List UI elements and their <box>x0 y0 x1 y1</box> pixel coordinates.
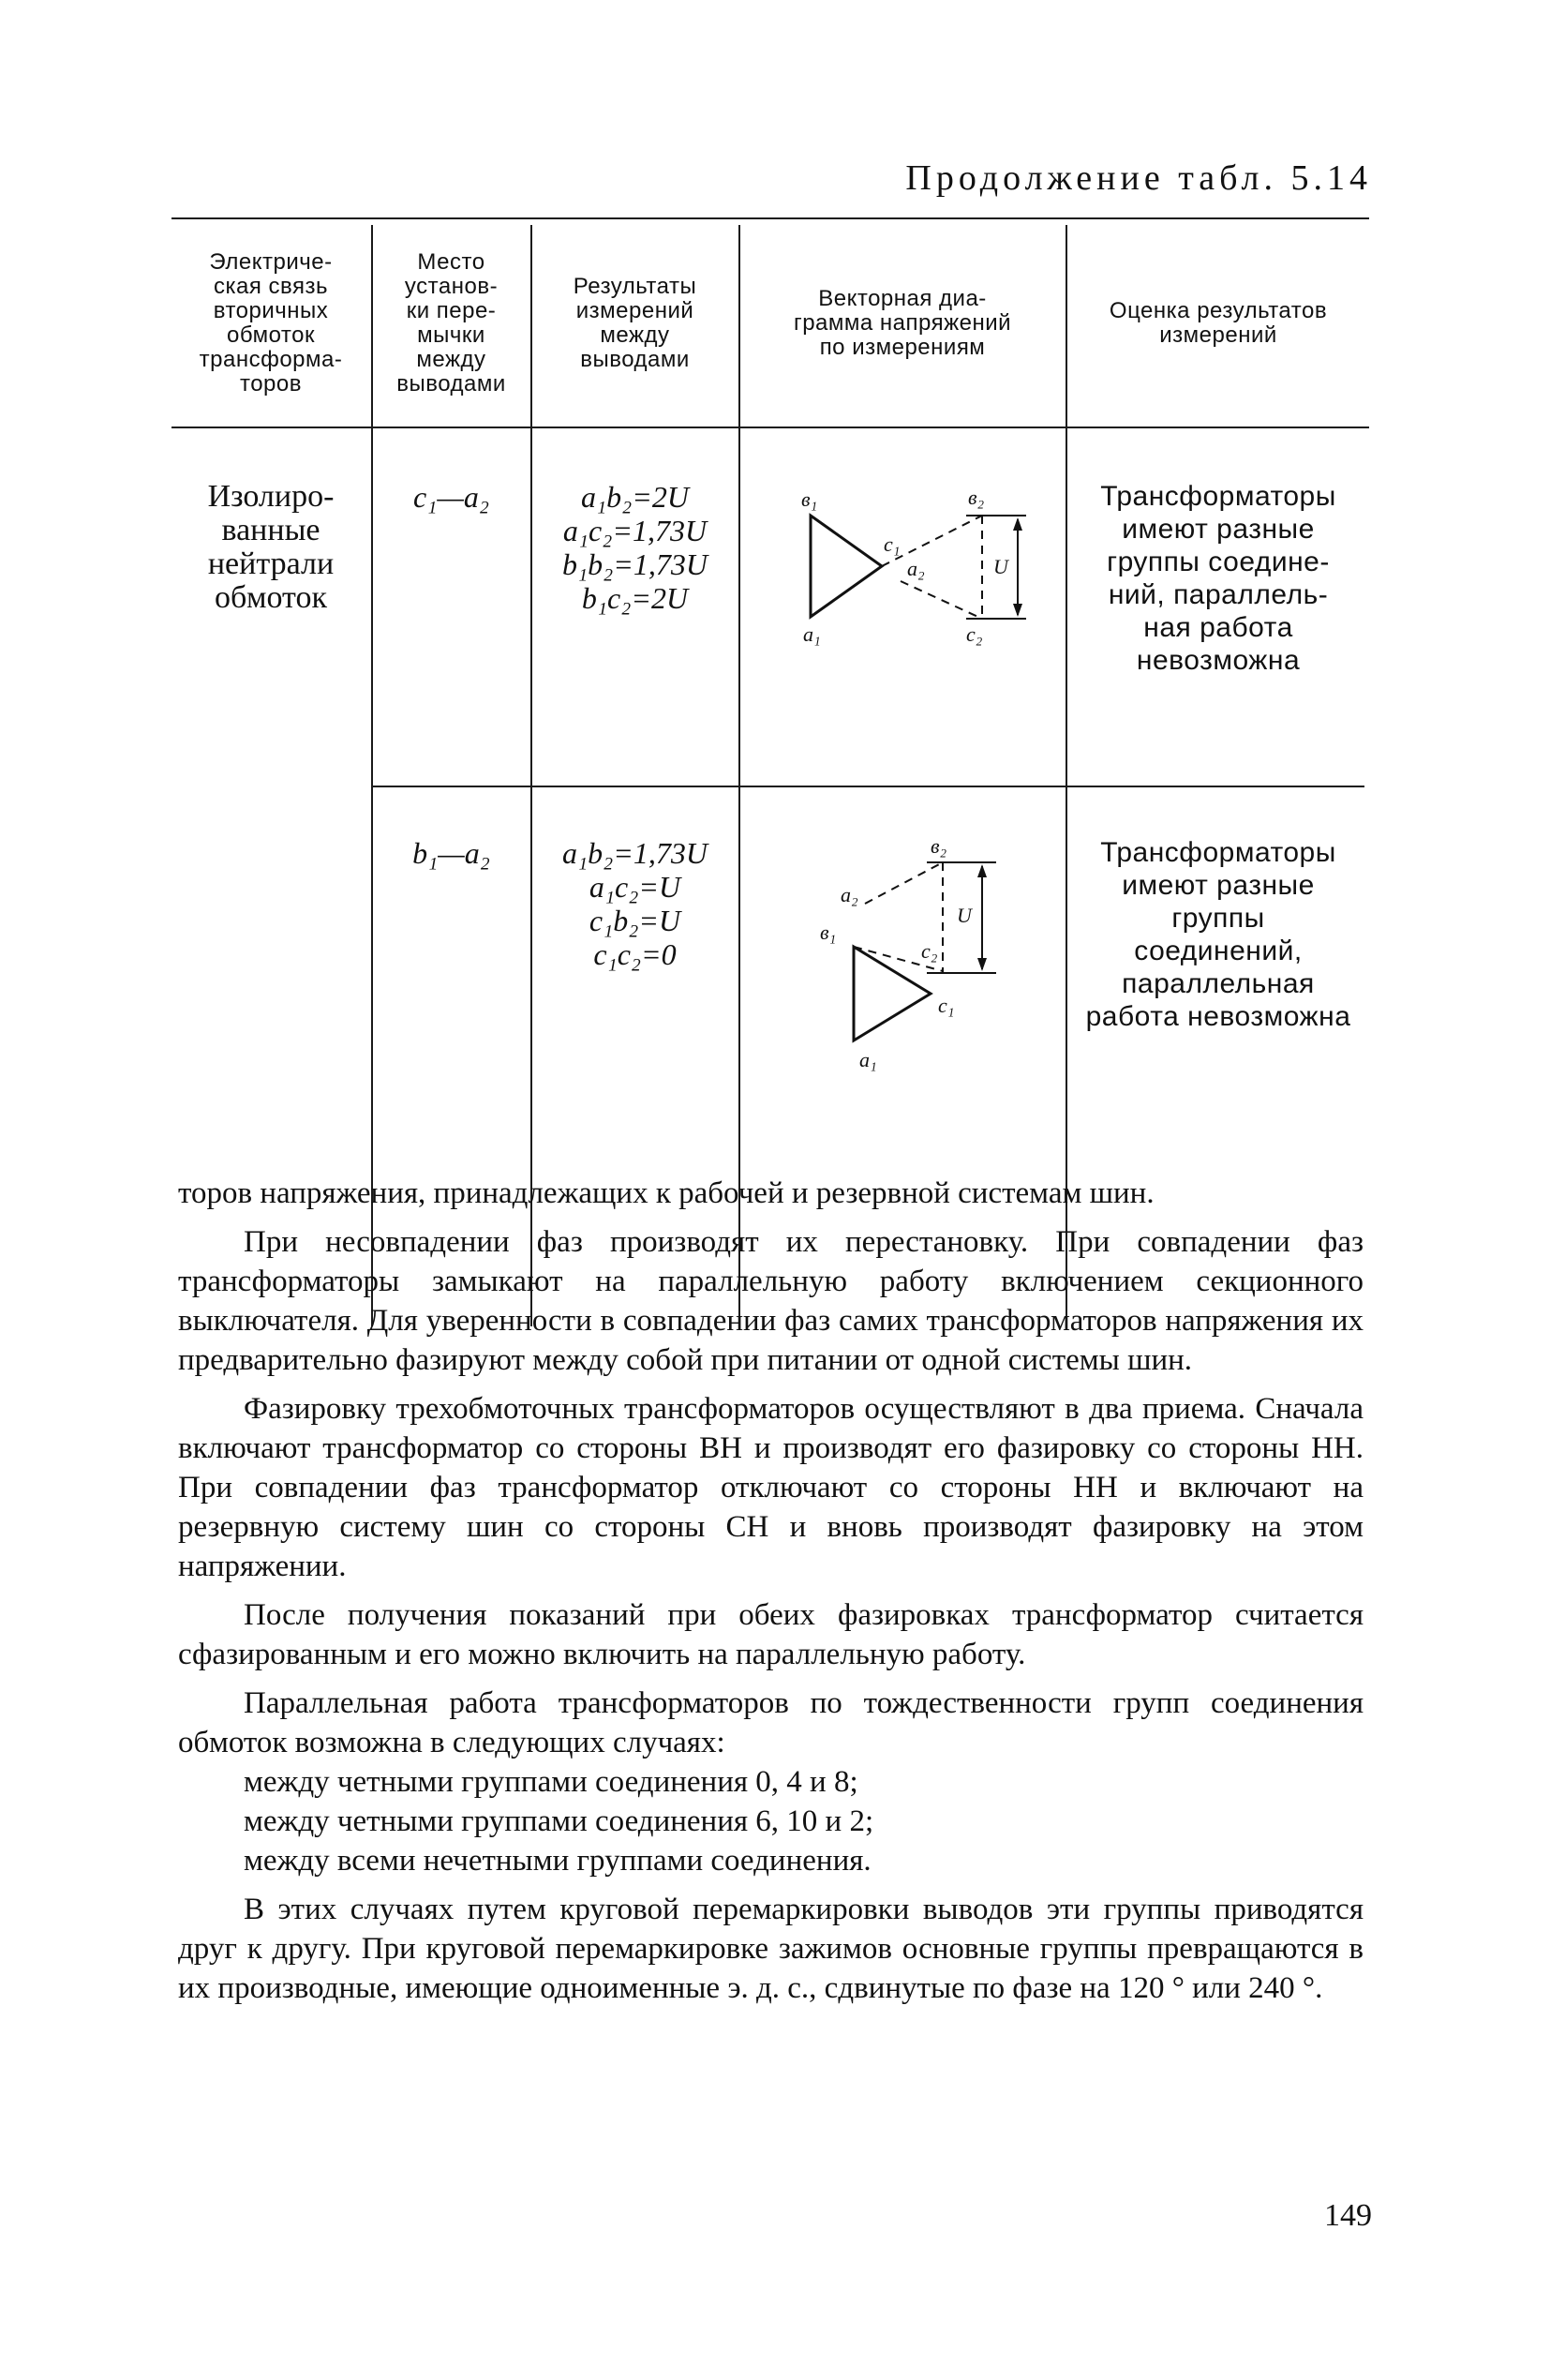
row1-label-a1: a₁ <box>803 622 821 646</box>
row2-label-a1: a₁ <box>859 1048 877 1071</box>
row1-jumper: c₁—a₂ <box>413 480 489 514</box>
list-item: между всеми нечетными группами соединения. <box>244 1844 872 1878</box>
row2-measurements: a₁b₂=1,73U a₁c₂=U c₁b₂=U c₁c₂=0 <box>562 836 708 971</box>
header-vector-diagram: Векторная диа- грамма напряжений по измерениям <box>793 286 1012 360</box>
row2-label-b1: в₁ <box>820 921 837 944</box>
row1-primary-triangle <box>811 516 882 617</box>
table-col-rule-4 <box>1066 225 1067 1326</box>
row1-dashed-a2c2 <box>901 581 982 619</box>
row2-primary-triangle <box>854 947 931 1040</box>
paragraph: После получения показаний при обеих фазировках трансформатор считается сфазированным и его можно включить на параллельную работу. <box>178 1598 1364 1671</box>
row2-arrowhead-top <box>977 864 987 877</box>
paragraph: Фазировку трехобмоточных трансформаторов осуществляют в два приема. Сначала включают трансформатор со стороны ВН и производят его фазировку со стороны НН. При совпадении фаз трансформатор отключают со стороны НН и включают на резервную систему шин со стороны СН и вновь производят фазировку на этом напряжении. <box>178 1392 1364 1583</box>
row2-label-c1: c₁ <box>938 994 955 1017</box>
header-assessment: Оценка результатов измерений <box>1109 298 1328 348</box>
body-text <box>178 1174 1364 2008</box>
table-caption: Продолжение табл. 5.14 <box>905 158 1372 198</box>
row2-label-b2: в₂ <box>931 834 947 858</box>
row1-label-b1: в₁ <box>801 487 818 511</box>
row1-measurements: a₁b₂=2U a₁c₂=1,73U b₁b₂=1,73U b₁c₂=2U <box>562 480 708 615</box>
row1-arrowhead-top <box>1013 517 1022 531</box>
table-top-rule <box>171 217 1369 219</box>
row1-label-b2: в₂ <box>968 486 985 509</box>
list-item: между четными группами соединения 6, 10 и 2; <box>244 1804 874 1838</box>
row1-label-a2: a₂ <box>907 557 925 580</box>
table-header-rule <box>171 427 1369 428</box>
connection-type: Изолиро- ванные нейтрали обмоток <box>207 479 335 615</box>
row1-label-u: U <box>993 555 1008 578</box>
page-number: 149 <box>1324 2198 1372 2233</box>
table-col-rule-3 <box>738 225 740 1326</box>
table-row-rule <box>371 786 1364 787</box>
header-measurements: Результаты измерений между выводами <box>573 274 697 372</box>
row2-assessment: Трансформаторы имеют разные группы соединений, параллельная работа невозможна <box>1085 837 1351 1032</box>
paragraph: Параллельная работа трансформаторов по тождественности групп соединения обмоток возможна в следующих случаях: <box>178 1686 1364 1759</box>
row1-vector-diagram <box>743 478 1062 666</box>
row2-arrowhead-bottom <box>977 958 987 971</box>
row2-dashed-a2b2 <box>865 862 943 904</box>
paragraph-continuation: торов напряжения, принадлежащих к рабочей и резервной системам шин. <box>178 1176 1155 1210</box>
row1-label-c1: c₁ <box>884 532 901 556</box>
table-col-rule-2 <box>530 225 532 1326</box>
header-jumper-location: Место установ- ки пере- мычки между выводами <box>396 249 506 397</box>
header-connection: Электриче- ская связь вторичных обмоток трансформа- торов <box>199 249 343 397</box>
list-item: между четными группами соединения 0, 4 и 8; <box>244 1765 858 1799</box>
row1-arrowhead-bottom <box>1013 604 1022 617</box>
row2-label-c2: c₂ <box>921 939 938 963</box>
row1-label-c2: c₂ <box>966 622 983 646</box>
table-col-rule-1 <box>371 225 373 1326</box>
row2-jumper: b₁—a₂ <box>412 836 490 870</box>
row1-assessment: Трансформаторы имеют разные группы соедине- ний, параллель- ная работа невозможна <box>1100 481 1336 676</box>
row2-vector-diagram <box>743 832 1062 1076</box>
row2-label-u: U <box>957 904 972 927</box>
paragraph: В этих случаях путем круговой перемаркировки выводов эти группы приводятся друг к другу. При круговой перемаркировке зажимов основные группы превращаются в их производные, имеющие одноименные э. д. с., сдвинутые по фазе на 120 ° или 240 °. <box>178 1893 1364 2005</box>
row2-label-a2: a₂ <box>841 883 858 906</box>
paragraph: При несовпадении фаз производят их перестановку. При совпадении фаз трансформаторы замыкают на параллельную работу включением секционного выключателя. Для уверенности в совпадении фаз самих трансформаторов напряжения их предварительно фазируют между собой при питании от одной системы шин. <box>178 1225 1364 1377</box>
